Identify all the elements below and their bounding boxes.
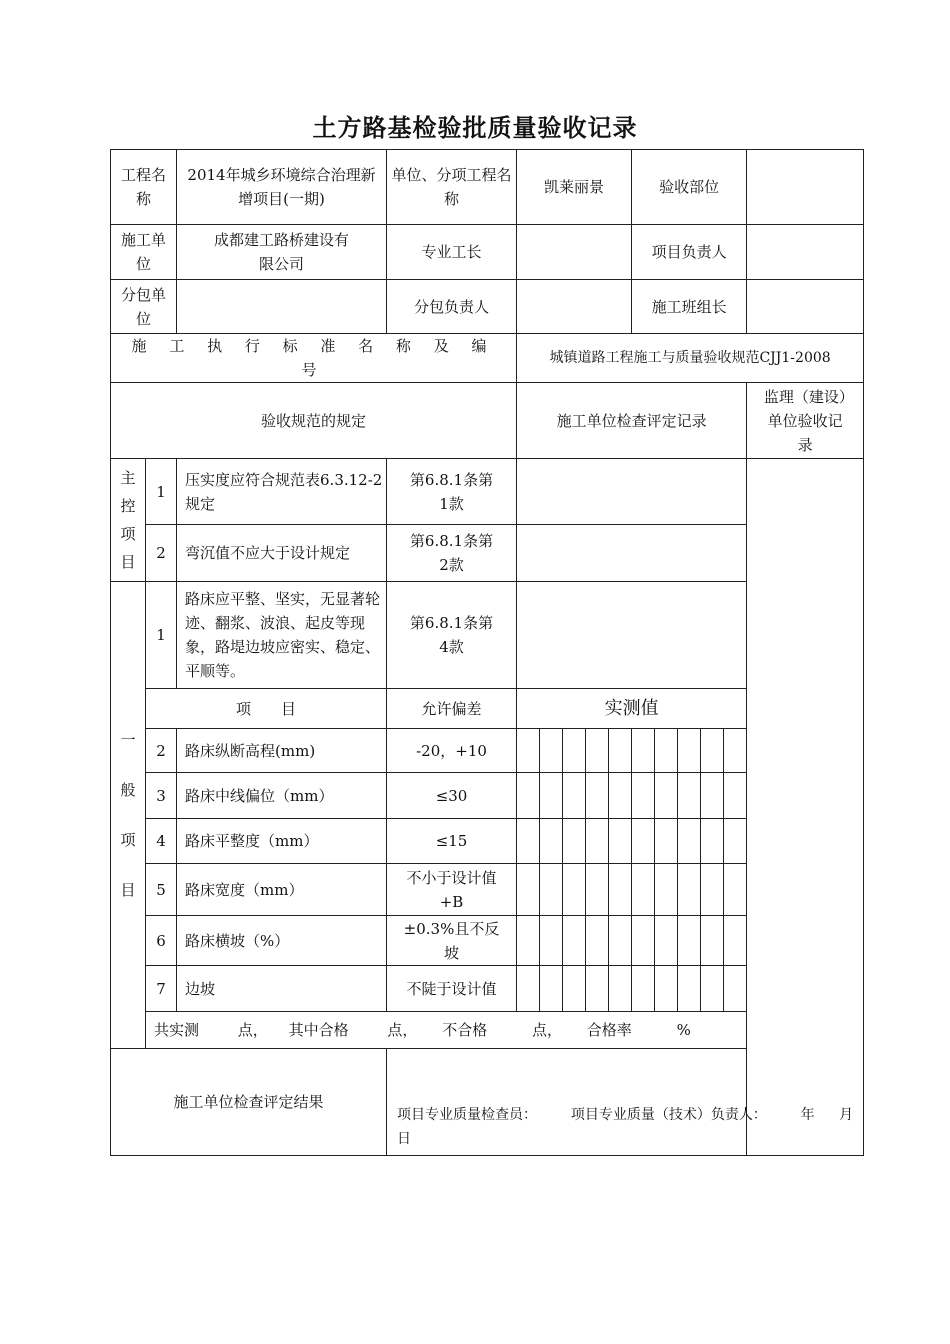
item-name: 边坡 [177, 966, 387, 1012]
summary-rate-label: 合格率 [586, 1021, 632, 1039]
columns-header-row [111, 383, 864, 459]
result-row [111, 1049, 864, 1156]
summary-cell [146, 1012, 864, 1049]
measured-cell [655, 864, 678, 916]
spec-column-header: 验收规范的规定 [111, 383, 517, 459]
supervisor-record-header: 监理（建设）单位验收记录 [747, 383, 864, 459]
unit-value: 凯莱丽景 [517, 150, 632, 225]
header-row-2 [111, 225, 864, 280]
summary-points-3: 点， [531, 1021, 562, 1039]
measured-cell [540, 773, 563, 819]
item-no: 5 [146, 864, 177, 916]
project-name-label: 工程名称 [111, 150, 177, 225]
inspect-part-label: 验收部位 [632, 150, 747, 225]
measured-cell [655, 773, 678, 819]
summary-qualified-label: 其中合格 [288, 1021, 349, 1039]
measured-cell [517, 864, 540, 916]
item-tolerance: ≤30 [387, 773, 517, 819]
measured-cell [517, 773, 540, 819]
item-name: 路床中线偏位（mm） [177, 773, 387, 819]
sub-lead-value [517, 280, 632, 334]
general-items-group-label: 一 般 项 目 [111, 582, 146, 1049]
measured-cell [586, 773, 609, 819]
item-clause: 第6.8.1条第2款 [387, 525, 517, 582]
measured-column-header: 实测值 [517, 689, 747, 729]
measured-cell [701, 966, 724, 1012]
measured-cell [563, 729, 586, 773]
measured-cell [724, 773, 747, 819]
measured-cell [540, 729, 563, 773]
item-description: 压实度应符合规范表6.3.12-2规定 [177, 459, 387, 525]
measured-cell [609, 819, 632, 864]
measured-cell [632, 864, 655, 916]
item-description: 路床应平整、坚实，无显著轮迹、翻浆、波浪、起皮等现象，路堤边坡应密实、稳定、平顺等。 [177, 582, 387, 689]
measured-cell [586, 916, 609, 966]
summary-points-2: 点， [387, 1021, 418, 1039]
measured-cell [563, 966, 586, 1012]
item-tolerance: -20，+10 [387, 729, 517, 773]
item-tolerance: 不小于设计值+B [387, 864, 517, 916]
measured-cell [655, 966, 678, 1012]
team-lead-value [747, 280, 864, 334]
date-day: 日 [397, 1131, 412, 1147]
measured-cell [678, 729, 701, 773]
measured-cell [609, 916, 632, 966]
item-name: 路床宽度（mm） [177, 864, 387, 916]
measured-cell [724, 819, 747, 864]
inspector-label: 项目专业质量检查员： [397, 1107, 538, 1123]
measured-cell [678, 819, 701, 864]
item-no: 7 [146, 966, 177, 1012]
measured-cell [701, 864, 724, 916]
date-year: 年 [800, 1107, 815, 1123]
tolerance-column-header: 允许偏差 [387, 689, 517, 729]
item-column-header: 项 目 [146, 689, 387, 729]
measured-cell [540, 966, 563, 1012]
measured-cell [632, 773, 655, 819]
item-name: 路床纵断高程(mm) [177, 729, 387, 773]
measured-cell [724, 966, 747, 1012]
measured-cell [563, 773, 586, 819]
standard-value: 城镇道路工程施工与质量验收规范CJJ1-2008 [517, 334, 864, 383]
sub-lead-label: 分包负责人 [387, 280, 517, 334]
project-name-value: 2014年城乡环境综合治理新增项目(一期) [177, 150, 387, 225]
measured-cell [724, 729, 747, 773]
subcontractor-label: 分包单位 [111, 280, 177, 334]
contractor-record-cell [517, 525, 747, 582]
contractor-record-cell [517, 459, 747, 525]
measured-cell [563, 819, 586, 864]
measured-cell [632, 966, 655, 1012]
team-lead-label: 施工班组长 [632, 280, 747, 334]
measured-cell [701, 819, 724, 864]
measured-cell [678, 773, 701, 819]
item-name: 路床平整度（mm） [177, 819, 387, 864]
result-signature-cell [387, 1049, 864, 1156]
date-month: 月 [839, 1107, 854, 1123]
summary-row [111, 1012, 864, 1049]
summary-unqualified-label: 不合格 [442, 1021, 488, 1039]
measured-cell [609, 729, 632, 773]
measured-cell [701, 916, 724, 966]
item-name: 路床横坡（%） [177, 916, 387, 966]
measured-cell [517, 966, 540, 1012]
item-description: 弯沉值不应大于设计规定 [177, 525, 387, 582]
measured-cell [609, 773, 632, 819]
measured-cell [586, 729, 609, 773]
summary-total-label: 共实测 [154, 1021, 200, 1039]
measured-cell [563, 864, 586, 916]
item-no: 4 [146, 819, 177, 864]
measured-cell [701, 773, 724, 819]
standard-label: 施 工 执 行 标 准 名 称 及 编 号 [111, 334, 517, 383]
item-no: 2 [146, 525, 177, 582]
summary-points-1: 点， [237, 1021, 268, 1039]
header-row-1 [111, 150, 864, 225]
item-tolerance: ±0.3%且不反坡 [387, 916, 517, 966]
header-row-3 [111, 280, 864, 334]
tech-lead-label: 项目专业质量（技术）负责人： [570, 1107, 767, 1123]
measured-cell [655, 916, 678, 966]
contractor-record-header: 施工单位检查评定记录 [517, 383, 747, 459]
measured-cell [540, 864, 563, 916]
item-clause: 第6.8.1条第4款 [387, 582, 517, 689]
foreman-label: 专业工长 [387, 225, 517, 280]
pm-label: 项目负责人 [632, 225, 747, 280]
measured-cell [586, 864, 609, 916]
measured-cell [517, 916, 540, 966]
contractor-label: 施工单位 [111, 225, 177, 280]
measured-cell [517, 729, 540, 773]
subcontractor-value [177, 280, 387, 334]
measured-cell [563, 916, 586, 966]
item-tolerance: 不陡于设计值 [387, 966, 517, 1012]
inspect-part-value [747, 150, 864, 225]
item-no: 1 [146, 459, 177, 525]
measured-cell [701, 729, 724, 773]
summary-percent: % [676, 1021, 691, 1039]
main-item-row [111, 459, 864, 525]
measured-cell [586, 819, 609, 864]
measured-cell [678, 916, 701, 966]
item-no: 2 [146, 729, 177, 773]
measured-cell [540, 916, 563, 966]
pm-value [747, 225, 864, 280]
measured-cell [632, 729, 655, 773]
measured-cell [724, 916, 747, 966]
contractor-value: 成都建工路桥建设有限公司 [177, 225, 387, 280]
measured-cell [724, 864, 747, 916]
standard-row [111, 334, 864, 383]
measured-cell [540, 819, 563, 864]
measured-cell [609, 864, 632, 916]
foreman-value [517, 225, 632, 280]
inspection-table [110, 149, 864, 1156]
main-items-group-label: 主 控 项 目 [111, 459, 146, 582]
result-label: 施工单位检查评定结果 [111, 1049, 387, 1156]
item-no: 1 [146, 582, 177, 689]
item-no: 6 [146, 916, 177, 966]
measured-cell [586, 966, 609, 1012]
item-tolerance: ≤15 [387, 819, 517, 864]
page-title: 土方路基检验批质量验收记录 [312, 113, 638, 142]
unit-label: 单位、分项工程名称 [387, 150, 517, 225]
measured-cell [655, 819, 678, 864]
measured-cell [632, 916, 655, 966]
measured-cell [678, 864, 701, 916]
measured-cell [609, 966, 632, 1012]
item-no: 3 [146, 773, 177, 819]
item-clause: 第6.8.1条第1款 [387, 459, 517, 525]
measured-cell [517, 819, 540, 864]
measured-cell [632, 819, 655, 864]
measured-cell [678, 966, 701, 1012]
contractor-record-cell [517, 582, 747, 689]
measured-cell [655, 729, 678, 773]
